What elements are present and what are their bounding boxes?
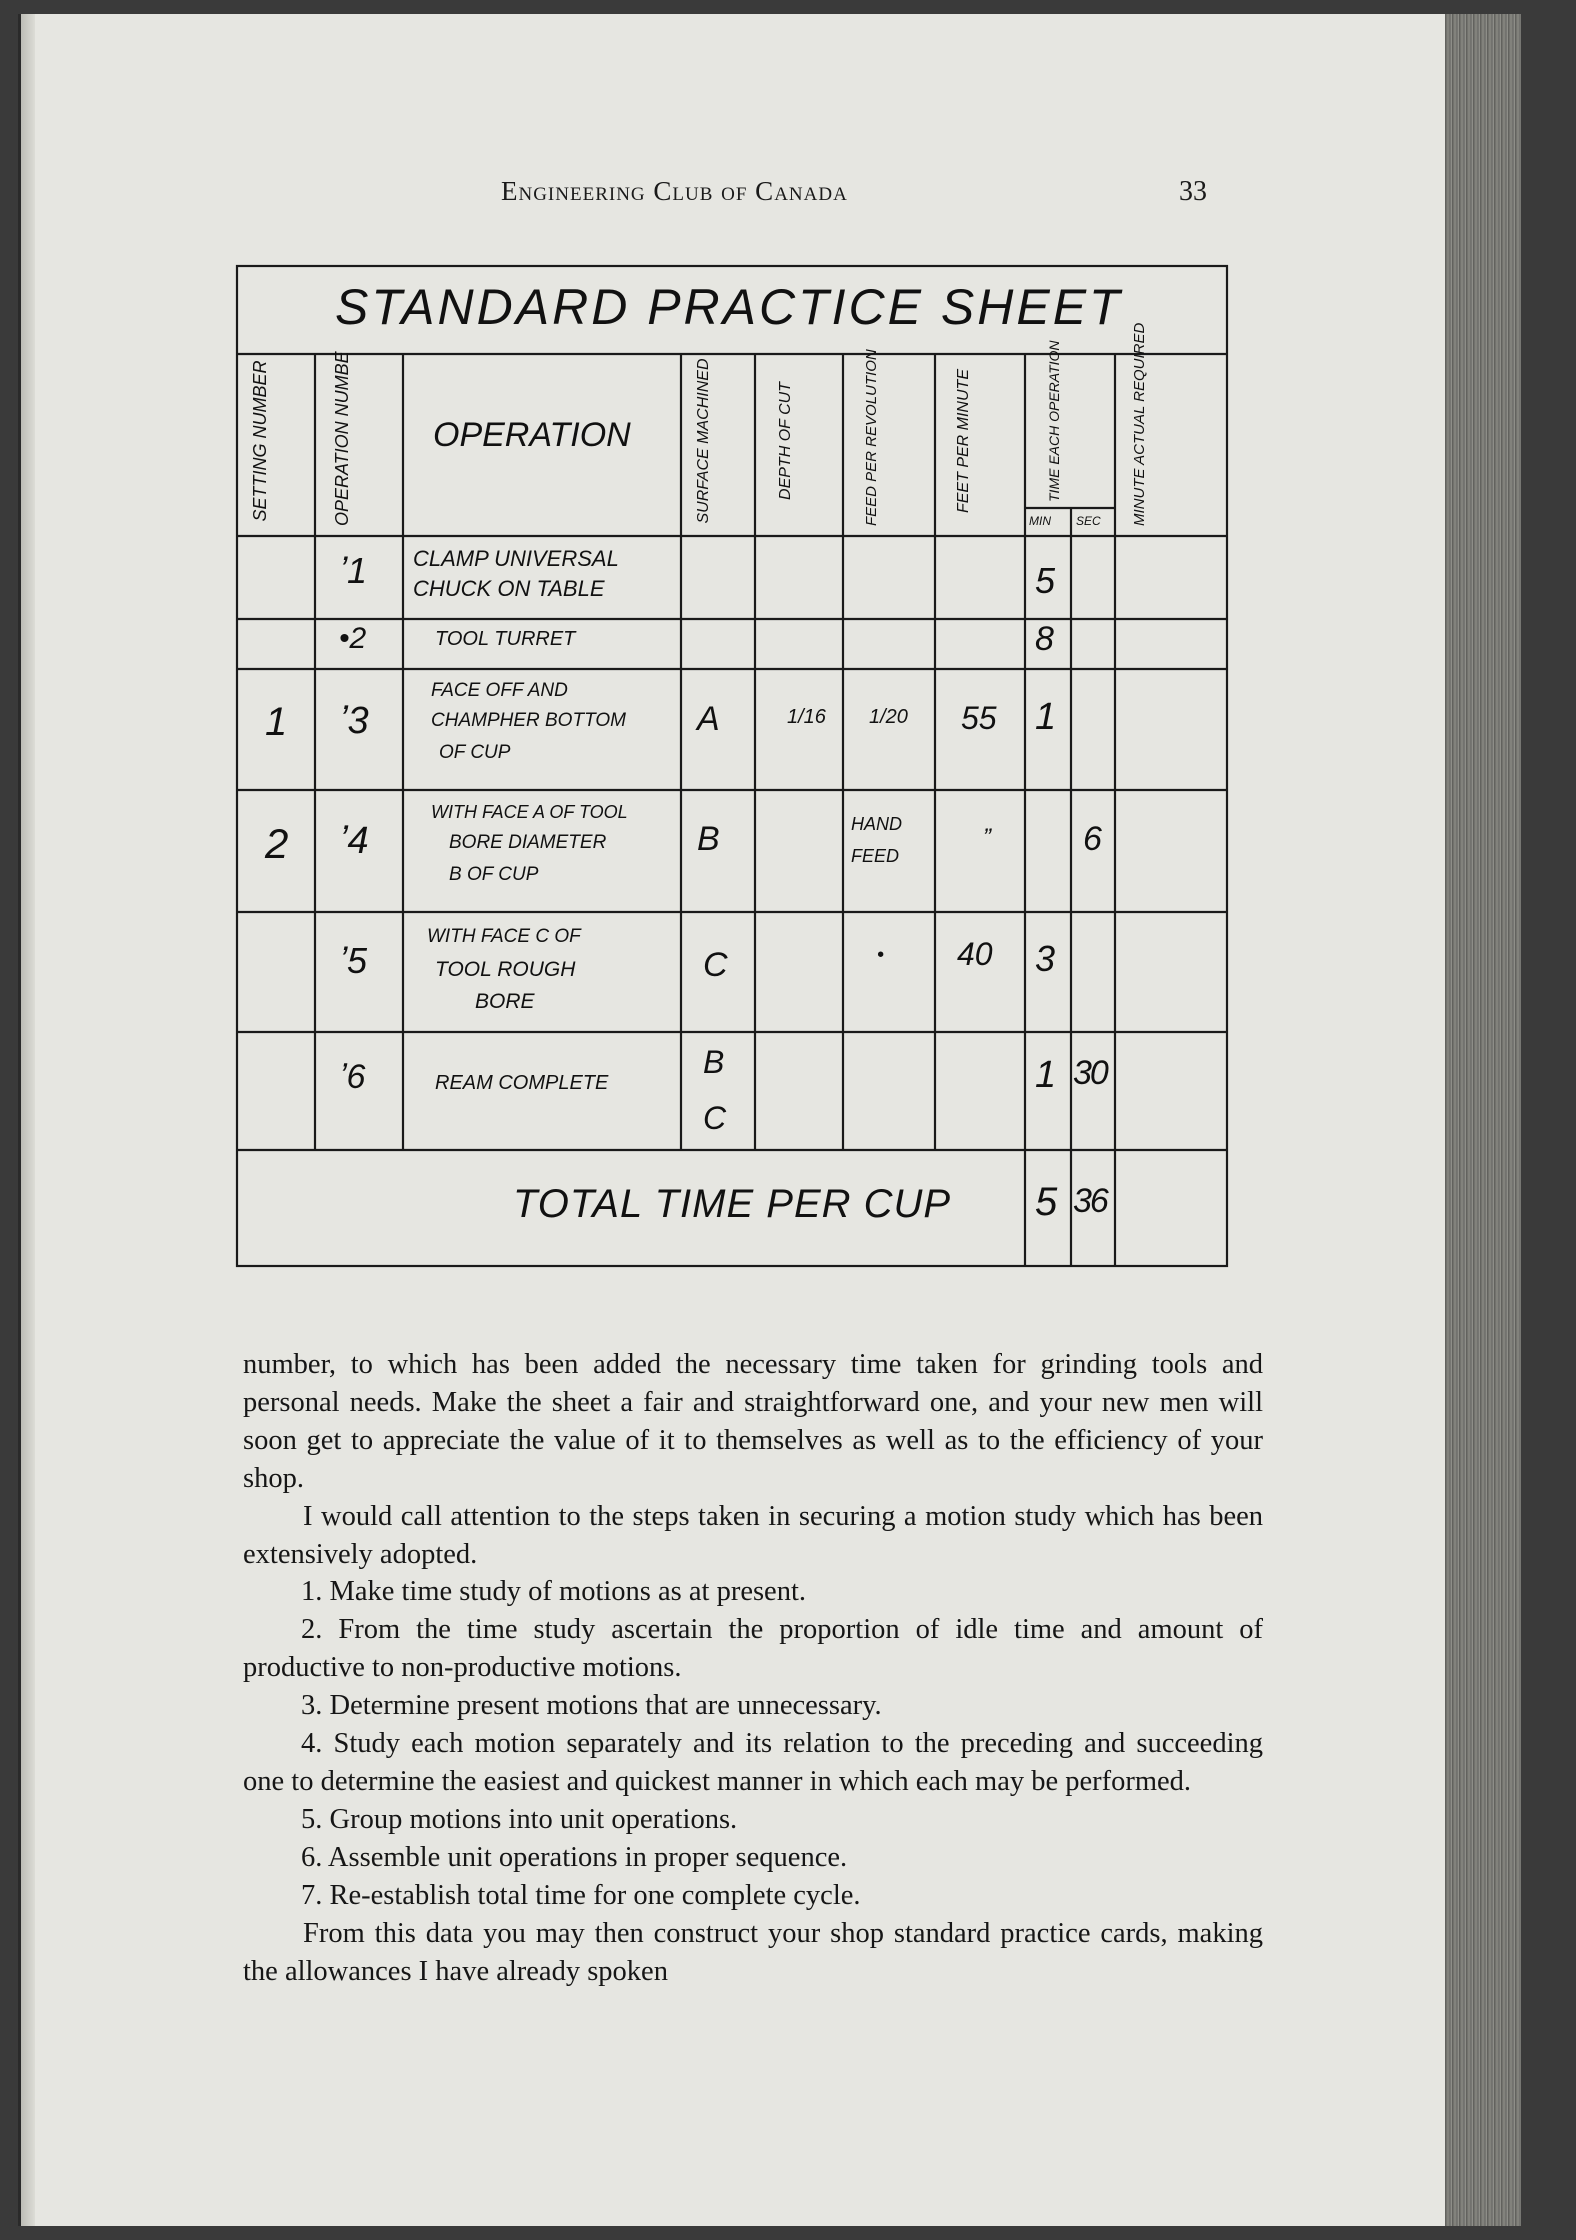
header-depth-of-cut: DEPTH OF CUT bbox=[777, 382, 794, 500]
row3-feed: 1/20 bbox=[869, 706, 908, 728]
body-text bbox=[243, 1346, 1263, 1990]
row4-operation-line3: B OF CUP bbox=[449, 864, 539, 885]
row3-operation-line1: FACE OFF AND bbox=[431, 680, 568, 701]
list-item-6: 6. Assemble unit operations in proper sequence. bbox=[301, 1841, 848, 1873]
row6-op: ʼ6 bbox=[339, 1058, 366, 1096]
row6-surface: B C bbox=[703, 1044, 727, 1136]
row4-feet: ” bbox=[983, 824, 991, 851]
total-sec: 36 bbox=[1073, 1182, 1107, 1220]
row4-operation-line1: WITH FACE A OF TOOL bbox=[431, 802, 628, 822]
row3-op: ʼ3 bbox=[339, 700, 369, 742]
paragraph-continuation: number, to which has been added the necessary time taken for grinding tools and personal needs. Make the sheet a fair and straightforward one, and your new men will soon get to appreciate the value of it to themselves as well as to the efficiency of your shop. bbox=[243, 1349, 1263, 1494]
sheet-grid-lines bbox=[235, 264, 1231, 1270]
header-time-each-operation: TIME EACH OPERATION bbox=[1046, 340, 1062, 502]
row4-op: ʼ4 bbox=[339, 820, 369, 862]
total-min: 5 bbox=[1035, 1180, 1058, 1224]
list-item-2: 2. From the time study ascertain the proportion of idle time and amount of productive to non-productive motions. bbox=[243, 1614, 1263, 1684]
row1-operation-line1: CLAMP UNIVERSAL bbox=[413, 546, 619, 571]
row5-min: 3 bbox=[1035, 938, 1056, 979]
row5-operation-line1: WITH FACE C OF bbox=[427, 926, 581, 947]
list-item-4: 4. Study each motion separately and its relation to the preceding and succeeding one to determine the easiest and quickest manner in which each may be performed. bbox=[243, 1728, 1263, 1797]
row6-min: 1 bbox=[1035, 1054, 1057, 1096]
row4-setting: 2 bbox=[265, 820, 289, 867]
row1-operation-line2: CHUCK ON TABLE bbox=[413, 576, 605, 601]
row5-surface: C bbox=[703, 946, 728, 984]
row3-operation-line2: CHAMPHER BOTTOM bbox=[431, 710, 626, 731]
sheet-title: STANDARD PRACTICE SHEET bbox=[335, 279, 1123, 335]
row3-feet: 55 bbox=[961, 700, 997, 736]
header-sec: SEC bbox=[1076, 514, 1101, 528]
row5-op: ʼ5 bbox=[339, 940, 368, 981]
row4-sec: 6 bbox=[1083, 820, 1102, 858]
row6-sec: 30 bbox=[1073, 1054, 1107, 1092]
header-min: MIN bbox=[1029, 514, 1051, 528]
row2-op: •2 bbox=[339, 622, 367, 655]
header-operation: OPERATION bbox=[433, 416, 631, 454]
list-item-1: 1. Make time study of motions as at present. bbox=[301, 1576, 806, 1608]
row3-min: 1 bbox=[1035, 696, 1057, 738]
row5-feet: 40 bbox=[957, 936, 993, 972]
row3-operation-line3: OF CUP bbox=[439, 742, 511, 763]
header-setting-number: SETTING NUMBER bbox=[250, 360, 270, 522]
list-item-5: 5. Group motions into unit operations. bbox=[301, 1803, 738, 1835]
book-page bbox=[18, 14, 1521, 2226]
header-feed-per-revolution: FEED PER REVOLUTION bbox=[863, 349, 880, 526]
total-label: TOTAL TIME PER CUP bbox=[513, 1182, 952, 1226]
row5-operation-line2: TOOL ROUGH bbox=[435, 958, 576, 981]
row1-op: ʼ1 bbox=[339, 550, 368, 591]
row1-min: 5 bbox=[1035, 560, 1056, 601]
standard-practice-sheet bbox=[235, 264, 1231, 1270]
row5-feed: • bbox=[877, 944, 885, 966]
row4-operation-line2: BORE DIAMETER bbox=[449, 832, 607, 853]
header-feet-per-minute: FEET PER MINUTE bbox=[955, 369, 972, 514]
paragraph-closing: From this data you may then construct your shop standard practice cards, making the allowances I have already spoken bbox=[243, 1917, 1263, 1987]
row5-operation-line3: BORE bbox=[475, 990, 535, 1013]
row3-depth: 1/16 bbox=[787, 706, 826, 728]
paragraph-motion-study: I would call attention to the steps taken in securing a motion study which has been extensively adopted. bbox=[243, 1500, 1263, 1570]
list-item-7: 7. Re-establish total time for one complete cycle. bbox=[301, 1879, 861, 1911]
row3-surface: A bbox=[697, 700, 720, 738]
row4-surface: B bbox=[697, 820, 720, 858]
page-edge-stack bbox=[1445, 14, 1521, 2226]
row3-setting: 1 bbox=[265, 700, 288, 744]
running-head: Engineering Club of Canada bbox=[501, 176, 848, 206]
page-number: 33 bbox=[1179, 176, 1207, 207]
row2-operation: TOOL TURRET bbox=[435, 628, 576, 650]
header-surface-machined: SURFACE MACHINED bbox=[695, 358, 712, 524]
row6-operation: REAM COMPLETE bbox=[435, 1072, 609, 1094]
page-binding bbox=[21, 14, 35, 2226]
row2-min: 8 bbox=[1035, 620, 1054, 658]
list-item-3: 3. Determine present motions that are unnecessary. bbox=[301, 1690, 882, 1722]
header-operation-number: OPERATION NUMBE bbox=[332, 351, 352, 526]
row4-feed: HAND FEED bbox=[851, 814, 903, 866]
header-minute-actual-required: MINUTE ACTUAL REQUIRED bbox=[1131, 322, 1148, 526]
